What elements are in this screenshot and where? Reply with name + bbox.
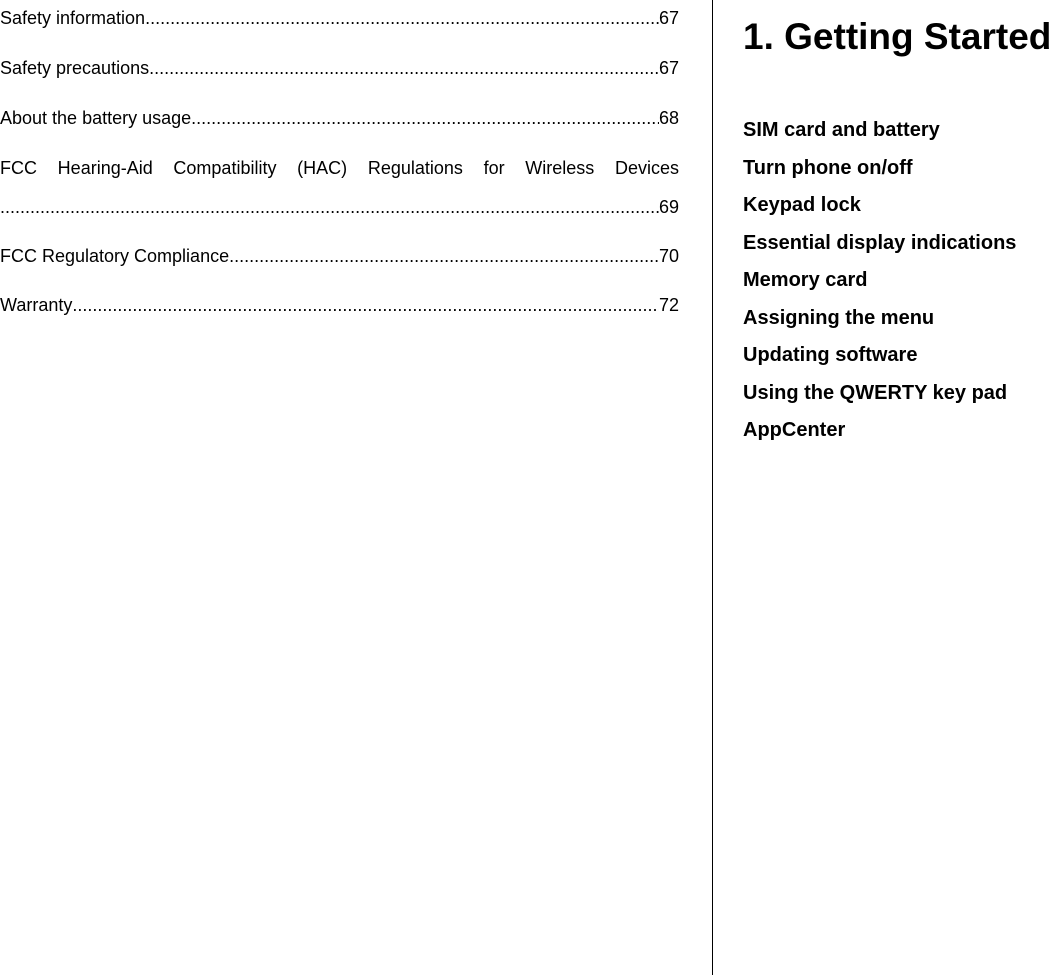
toc-entry-title: Warranty bbox=[0, 295, 73, 315]
chapter-title: 1. Getting Started bbox=[743, 16, 1052, 57]
toc-entry-warranty bbox=[0, 294, 679, 316]
toc-entry-page: 72 bbox=[658, 295, 679, 315]
topic-item: Using the QWERTY key pad bbox=[743, 381, 1008, 404]
toc-entry-title: Safety information bbox=[0, 8, 146, 28]
toc-leader-dots bbox=[191, 107, 659, 129]
toc-entry-battery-usage bbox=[0, 107, 679, 129]
toc-entry-title: FCC Hearing-Aid Compatibility (HAC) Regulations for Wireless Devices bbox=[0, 158, 679, 178]
toc-entry-page: 67 bbox=[658, 8, 679, 28]
page-divider bbox=[712, 0, 713, 975]
topic-item: Assigning the menu bbox=[743, 306, 935, 329]
topic-item: Memory card bbox=[743, 269, 868, 291]
toc-leader-dots bbox=[72, 294, 659, 316]
toc-entry-title: Safety precautions bbox=[0, 58, 150, 78]
topic-item: AppCenter bbox=[743, 419, 846, 441]
topic-item: SIM card and battery bbox=[743, 119, 940, 141]
topic-item: Essential display indications bbox=[743, 231, 1017, 254]
toc-entry-safety-precautions bbox=[0, 57, 679, 79]
toc-entry-page: 68 bbox=[658, 108, 679, 128]
toc-leader-dots bbox=[149, 57, 659, 79]
topic-item: Turn phone on/off bbox=[743, 156, 913, 179]
toc-entry-page: 69 bbox=[658, 197, 679, 217]
topic-item: Updating software bbox=[743, 344, 918, 366]
toc-leader-dots bbox=[0, 196, 659, 218]
topic-item: Keypad lock bbox=[743, 194, 861, 216]
toc-entry-page: 70 bbox=[658, 246, 679, 266]
toc-entry-title: FCC Regulatory Compliance bbox=[0, 246, 230, 266]
toc-leader-dots bbox=[229, 245, 659, 267]
chapter-page bbox=[743, 0, 1053, 975]
chapter-topic-list bbox=[743, 117, 1016, 455]
toc-entry-fcc-hac bbox=[0, 157, 679, 218]
toc-entry-safety-information bbox=[0, 7, 679, 29]
toc-entry-fcc-regulatory bbox=[0, 245, 679, 267]
toc-leader-dots bbox=[145, 7, 659, 29]
toc-entry-title: About the battery usage bbox=[0, 108, 192, 128]
toc-entry-page: 67 bbox=[658, 58, 679, 78]
